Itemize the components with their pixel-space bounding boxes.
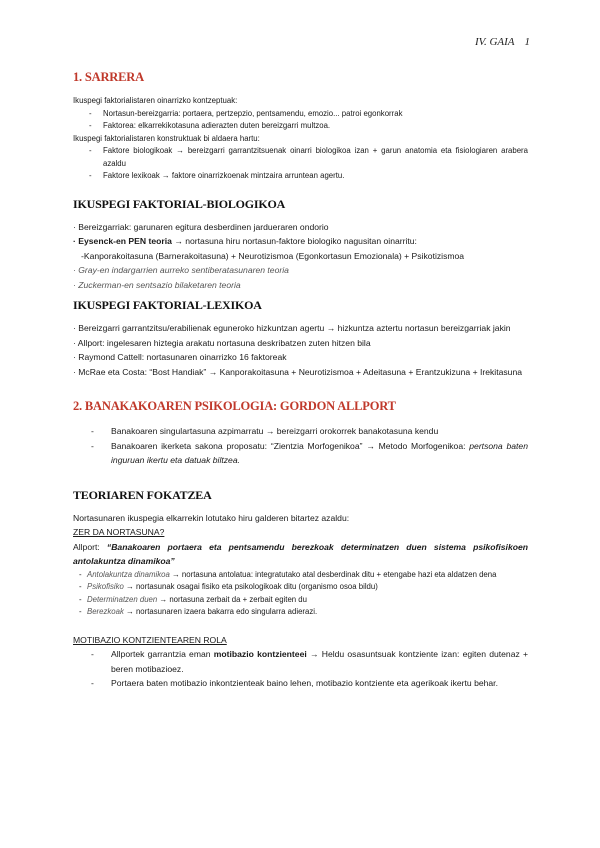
- sarrera-list-1: [73, 108, 528, 133]
- term-text: → nortasuna zerbait da + zerbait egiten du: [157, 594, 307, 604]
- heading-lexikoa: IKUSPEGI FAKTORIAL-LEXIKOA: [73, 298, 262, 312]
- list-item-text: Allportek garrantzia eman: [111, 649, 214, 659]
- pen-theory-text: → nortasuna hiru nortasun-faktore biologiko nagusitan oinarritu:: [171, 236, 417, 246]
- list-item-text: → Heldu osasuntsuak kontziente izan: egiten dutenaz + beren motibazioez.: [111, 649, 528, 674]
- section-lexikoa: [73, 321, 528, 379]
- list-item-italic: pertsona baten inguruan ikertu eta datuak biltzea.: [111, 440, 528, 465]
- heading-fokatzea: TEORIAREN FOKATZEA: [73, 487, 212, 502]
- page-content: [73, 70, 528, 691]
- definition-text: “Banakoaren portaera eta pentsamendu berezkoak determinatzen duen sistema psikofisikoen antolakuntza dinamikoa”: [73, 541, 528, 566]
- bio-line: · Gray-en indargarrien aurreko sentiberatasunaren teoria: [73, 265, 289, 275]
- heading-sarrera: 1. SARRERA: [73, 70, 144, 84]
- list-item-bold: motibazio kontzienteei: [213, 649, 307, 659]
- allport-definition: [73, 540, 528, 569]
- definition-parts-list: [73, 569, 528, 619]
- list-item: - Nortasun-bereizgarria: portaera, pertzepzio, pentsamendu, emozio... patroi egonkorrak: [73, 108, 528, 121]
- term-text: → nortasunak osagai fisiko eta psikologikoak ditu (organismo osoa bildu): [123, 582, 378, 591]
- heading-allport: 2. BANAKAKOAREN PSIKOLOGIA: GORDON ALLPORT: [73, 399, 396, 413]
- term: Berezkoak: [87, 607, 124, 616]
- lex-line: · Allport: ingelesaren hiztegia arakatu nortasuna deskribatzen zuten hitzen bila: [73, 337, 371, 348]
- term-text: → nortasunaren izaera bakarra edo singularra adierazi.: [123, 607, 318, 616]
- definition-label: Allport:: [73, 541, 107, 552]
- list-item: - Faktore biologikoak → bereizgarri garrantzitsuenak oinarri biologikoa izan + garun anatomia eta fisiologiaren arabera azaldu: [73, 145, 528, 170]
- list-item: - Banakoaren singulartasuna azpimarratu → bereizgarri orokorrek banakotasuna kendu: [73, 424, 528, 439]
- term-text: → nortasuna antolatua: integratutako atal desberdinak ditu + etengabe hazi eta aldatzen dena: [169, 569, 497, 579]
- lex-line: · McRae eta Costa: “Bost Handiak” → Kanporakoitasuna + Neurotizismoa + Adeitasuna + Erantzukizuna + Irekitasuna: [73, 366, 523, 377]
- section-motibazioa: [73, 633, 528, 691]
- definition-parts: [73, 569, 528, 619]
- lex-line: · Bereizgarri garrantzitsu/erabilienak eguneroko hizkuntzan agertu → hizkuntza aztertu nortasun bereizgarriak jakin: [73, 323, 511, 333]
- page-number: 1: [524, 36, 530, 48]
- fokatzea-intro: Nortasunaren ikuspegia elkarrekin lotutako hiru galderen bitartez azaldu:: [73, 512, 350, 523]
- bio-line: -Kanporakoitasuna (Barnerakoitasuna) + Neurotizismoa (Egonkortasun Emozionala) + Psikotizismoa: [81, 250, 465, 261]
- question-heading: ZER DA NORTASUNA?: [73, 527, 165, 537]
- chapter-label: IV. GAIA: [474, 36, 515, 48]
- list-item: - Portaera baten motibazio inkontzienteak baino lehen, motibazio kontziente eta agerikoak ikertu behar.: [73, 676, 528, 691]
- sarrera-list-2: [73, 145, 528, 183]
- section-allport: [73, 424, 528, 468]
- list-item: [73, 594, 528, 607]
- section-fokatzea: [73, 511, 528, 569]
- list-item: - Faktore lexikoak → faktore oinarrizkoenak mintzaira arruntean agertu.: [73, 170, 528, 183]
- term: Antolakuntza dinamikoa: [87, 569, 170, 579]
- lex-line: · Raymond Cattell: nortasunaren oinarrizko 16 faktoreak: [73, 352, 287, 362]
- question-heading: MOTIBAZIO KONTZIENTEAREN ROLA: [73, 634, 227, 645]
- heading-biologikoa: IKUSPEGI FAKTORIAL-BIOLOGIKOA: [73, 196, 286, 211]
- section-biologikoa: [73, 220, 528, 293]
- sarrera-intro-2: Ikuspegi faktorialistaren konstruktuak bi aldaera hartu:: [73, 133, 260, 143]
- pen-theory-label: · Eysenck-en PEN teoria: [73, 236, 172, 246]
- bio-line-pen: [73, 234, 528, 249]
- allport-list: [73, 424, 528, 468]
- list-item: [73, 581, 528, 594]
- term: Determinatzen duen: [87, 594, 158, 604]
- list-item-text: Banakoaren ikerketa sakona proposatu: “Zientzia Morfogenikoa” → Metodo Morfogenikoa:: [111, 440, 470, 451]
- bio-line: · Zuckerman-en sentsazio bilaketaren teoria: [73, 279, 241, 290]
- bio-line: · Bereizgarriak: garunaren egitura desberdinen jardueraren ondorio: [73, 221, 329, 232]
- list-item: [73, 569, 528, 582]
- sarrera-intro-1: Ikuspegi faktorialistaren oinarrizko kontzeptuak:: [73, 96, 238, 105]
- term: Psikofisiko: [87, 582, 124, 591]
- list-item: [73, 647, 528, 676]
- list-item: - Faktorea: elkarrekikotasuna adierazten duten bereizgarri multzoa.: [73, 120, 528, 133]
- section-sarrera: [73, 95, 528, 183]
- list-item: [73, 606, 528, 619]
- motibazio-list: [73, 647, 528, 691]
- list-item: [73, 439, 528, 468]
- running-header: [475, 36, 530, 48]
